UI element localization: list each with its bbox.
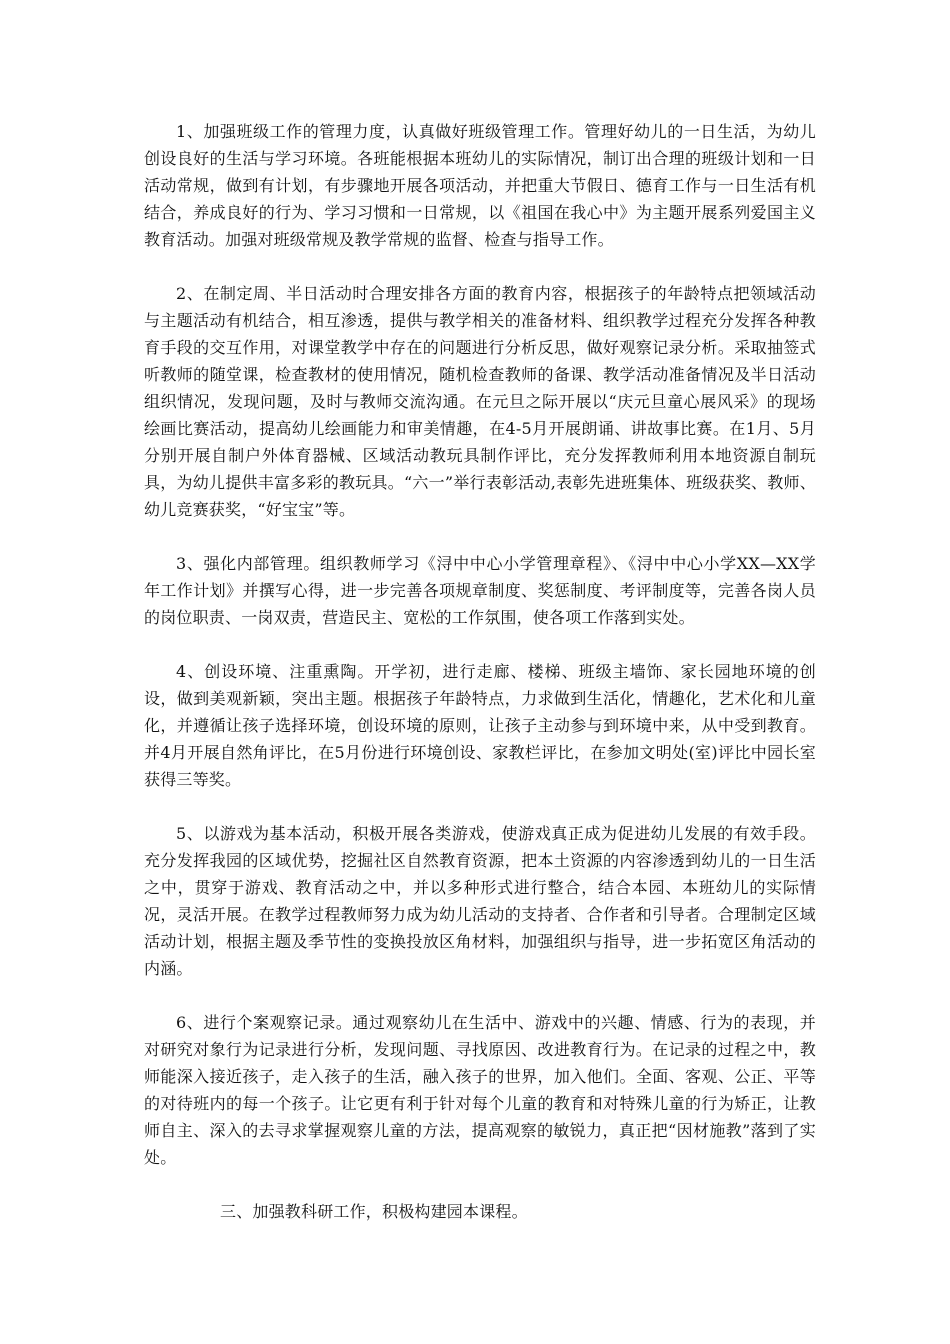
paragraph-case-observation: 6、进行个案观察记录。通过观察幼儿在生活中、游戏中的兴趣、情感、行为的表现，并对研究对象行为记录进行分析，发现问题、寻找原因、改进教育行为。在记录的过程之中，教师能深入接近孩子，走入孩子的生活，融入孩子的世界，加入他们。全面、客观、公正、平等的对待班内的每一个孩子。让它更有利于针对每个儿童的教育和对特殊儿童的行为矫正，让教师自主、深入的去寻求掌握观察儿童的方法，提高观察的敏锐力，真正把“因材施教”落到了实处。: [144, 1013, 816, 1167]
section-heading: 三、加强教科研工作，积极构建园本课程。: [220, 1202, 528, 1221]
document-body: [144, 118, 816, 1225]
paragraph-games: 5、以游戏为基本活动，积极开展各类游戏，使游戏真正成为促进幼儿发展的有效手段。充分发挥我园的区域优势，挖掘社区自然教育资源，把本土资源的内容渗透到幼儿的一日生活之中，贯穿于游戏、教育活动之中，并以多种形式进行整合，结合本园、本班幼儿的实际情况，灵活开展。在教学过程教师努力成为幼儿活动的支持者、合作者和引导者。合理制定区域活动计划，根据主题及季节性的变换投放区角材料，加强组织与指导，进一步拓宽区角活动的内涵。: [144, 824, 816, 978]
paragraph-class-management: 1、加强班级工作的管理力度，认真做好班级管理工作。管理好幼儿的一日生活，为幼儿创设良好的生活与学习环境。各班能根据本班幼儿的实际情况，制订出合理的班级计划和一日活动常规，做到有计划，有步骤地开展各项活动，并把重大节假日、德育工作与一日生活有机结合，养成良好的行为、学习习惯和一日常规，以《祖国在我心中》为主题开展系列爱国主义教育活动。加强对班级常规及教学常规的监督、检查与指导工作。: [144, 122, 816, 249]
paragraph-teaching-activities: 2、在制定周、半日活动时合理安排各方面的教育内容，根据孩子的年龄特点把领域活动与主题活动有机结合，相互渗透，提供与教学相关的准备材料、组织教学过程充分发挥各种教育手段的交互作用，对课堂教学中存在的问题进行分析反思，做好观察记录分析。采取抽签式听教师的随堂课，检查教材的使用情况，随机检查教师的备课、教学活动准备情况及半日活动组织情况，发现问题，及时与教师交流沟通。在元旦之际开展以“庆元旦童心展风采》的现场绘画比赛活动，提高幼儿绘画能力和审美情趣，在4-5月开展朗诵、讲故事比赛。在1月、5月分别开展自制户外体育器械、区域活动教玩具制作评比，充分发挥教师利用本地资源自制玩具，为幼儿提供丰富多彩的教玩具。“六一”举行表彰活动,表彰先进班集体、班级获奖、教师、幼儿竞赛获奖，“好宝宝”等。: [144, 284, 816, 519]
paragraph-internal-management: 3、强化内部管理。组织教师学习《浔中中心小学管理章程》、《浔中中心小学XX—XX学年工作计划》并撰写心得，进一步完善各项规章制度、奖惩制度、考评制度等，完善各岗人员的岗位职责、一岗双责，营造民主、宽松的工作氛围，使各项工作落到实处。: [144, 554, 816, 627]
paragraph-environment: 4、创设环境、注重熏陶。开学初，进行走廊、楼梯、班级主墙饰、家长园地环境的创设，做到美观新颖，突出主题。根据孩子年龄特点，力求做到生活化，情趣化，艺术化和儿童化，并遵循让孩子选择环境，创设环境的原则，让孩子主动参与到环境中来，从中受到教育。并4月开展自然角评比，在5月份进行环境创设、家教栏评比，在参加文明处(室)评比中园长室获得三等奖。: [144, 662, 816, 789]
